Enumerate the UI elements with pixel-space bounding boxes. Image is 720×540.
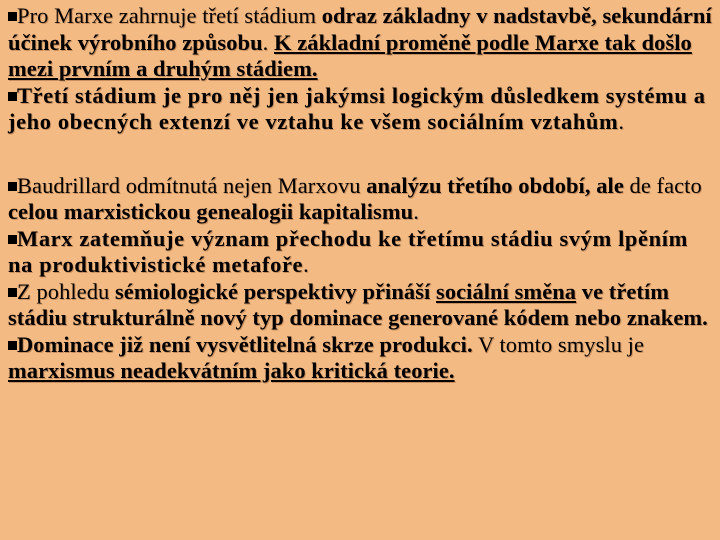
square-bullet-icon [8, 12, 17, 21]
text-segment: . [303, 252, 310, 277]
slide-body [8, 3, 712, 385]
text-segment-bold: Marx zatemňuje význam přechodu ke třetímu stádiu svým lpěním na produktivistické metafoře [8, 225, 688, 277]
square-bullet-icon [8, 341, 17, 350]
bullet-paragraph-2 [8, 83, 712, 136]
text-segment: . [262, 29, 274, 55]
square-bullet-icon [8, 288, 17, 297]
text-segment-bold-underlined: K základní proměně podle Marxe tak došlo mezi prvním a druhým stádiem. [8, 29, 692, 81]
text-segment-bold: Dominace již není vysvětlitelná skrze produkci. [17, 331, 473, 357]
square-bullet-icon [8, 182, 17, 191]
bullet-paragraph-1 [8, 3, 712, 83]
bullet-paragraph-4 [8, 226, 712, 279]
text-segment-bold-underlined: marxismus neadekvátním jako kritická teorie. [8, 358, 455, 383]
text-segment-bold: analýzu třetího období, ale [366, 172, 624, 198]
bullet-paragraph-3 [8, 173, 712, 226]
text-segment: de facto [623, 172, 702, 198]
text-segment: . [618, 109, 625, 134]
text-segment: . [413, 199, 419, 224]
square-bullet-icon [8, 92, 17, 101]
text-segment-bold: ve třetím stádiu strukturálně nový typ dominace generované kódem nebo znakem. [8, 278, 708, 330]
text-segment: Baudrillard odmítnutá nejen Marxovu [17, 172, 367, 198]
square-bullet-icon [8, 235, 17, 244]
bullet-paragraph-5 [8, 279, 712, 332]
text-segment: Z pohledu [17, 278, 115, 304]
text-segment-bold-underlined: sociální směna [436, 278, 577, 304]
text-segment-bold: sémiologické perspektivy přináší [114, 278, 437, 304]
text-segment-bold: celou marxistickou genealogii kapitalismu [8, 199, 414, 224]
text-segment: V tomto smyslu je [472, 331, 645, 357]
bullet-paragraph-6 [8, 332, 712, 385]
text-segment: Pro Marxe zahrnuje třetí stádium [17, 3, 322, 28]
text-segment-bold: Třetí stádium je pro něj jen jakýmsi logickým důsledkem systému a jeho obecných extenzí ve vztahu ke všem sociálním vztahům [8, 82, 706, 134]
text-segment-bold: odraz základny v nadstavbě, sekundární účinek výrobního způsobu [8, 3, 712, 55]
spacer [8, 136, 712, 173]
